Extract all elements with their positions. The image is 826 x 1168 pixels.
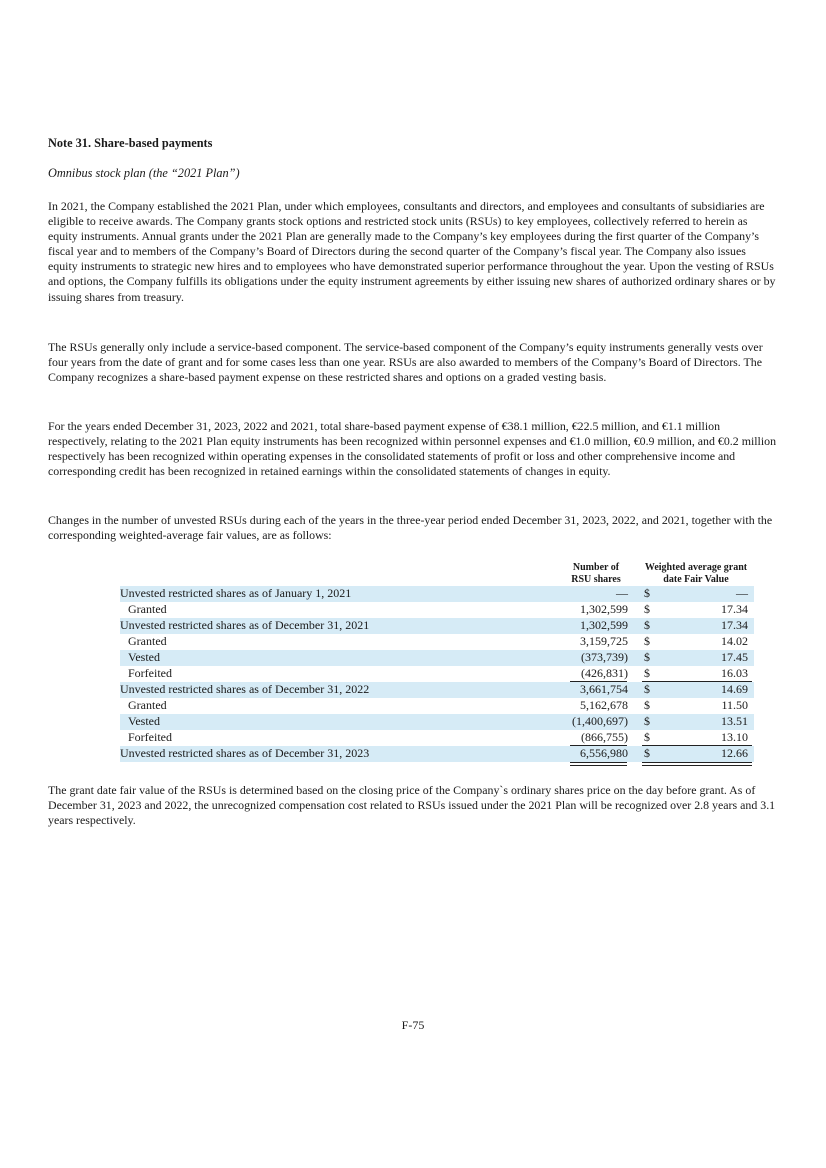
total-double-rule (642, 762, 752, 766)
total-double-rule (570, 762, 627, 766)
paragraph-expense: For the years ended December 31, 2023, 2022 and 2021, total share-based payment expense of €38.1 million, €22.5 million, and €1.1 million respectively, relating to the 2021 Plan equity instruments has been recognized within personnel expenses and €1.0 million, €0.9 million, and €0.2 million respectively has been recognized within operating expenses in the consolidated statements of profit or loss and other comprehensive income and corresponding credit has been recognized in retained earnings within the consolidated statements of changes in equity. (48, 419, 777, 479)
table-row: Unvested restricted shares as of December 31, 2023 6,556,980 $ 12.66 (120, 746, 754, 762)
note-title: Note 31. Share-based payments (48, 136, 213, 150)
table-row: Unvested restricted shares as of December 31, 2022 3,661,754 $ 14.69 (120, 682, 754, 698)
column-header-shares: Number of RSU shares (571, 562, 621, 585)
paragraph-table-intro: Changes in the number of unvested RSUs during each of the years in the three-year period ended December 31, 2023, 2022, and 2021, together with the corresponding weighted-average fair values, are as follows: (48, 513, 773, 543)
paragraph-vesting: The RSUs generally only include a service-based component. The service-based component of the Company’s equity instruments generally vests over four years from the date of grant and for some cases less than one year. RSUs are also awarded to members of the Company’s Board of Directors. The Company recognizes a share-based payment expense on these restricted shares and options on a graded vesting basis. (48, 340, 763, 385)
table-row: Unvested restricted shares as of January 1, 2021 — $ — (120, 586, 754, 602)
table-row: Forfeited (426,831) $ 16.03 (128, 666, 748, 680)
table-row: Forfeited (866,755) $ 13.10 (128, 730, 748, 744)
page-number: F-75 (401, 1018, 425, 1032)
table-row: Granted 3,159,725 $ 14.02 (128, 634, 748, 648)
table-row: Granted 1,302,599 $ 17.34 (128, 602, 748, 616)
paragraph-plan-description: In 2021, the Company established the 2021 Plan, under which employees, consultants and directors, and employees and consultants of subsidiaries are eligible to receive awards. The Company grants stock options and restricted stock units (RSUs) to key employees, collectively referred to herein as equity instruments. Annual grants under the 2021 Plan are generally made to the Company’s key employees during the first quarter of the Company’s fiscal year and to members of the Company’s Board of Directors during the second quarter of the Company’s fiscal year. The Company also issues equity instruments to strategic new hires and to employees who have demonstrated superior performance throughout the year. Upon the vesting of RSUs and options, the Company fulfills its obligations under the equity instrument agreements by either issuing new shares of authorized ordinary shares or by issuing shares from treasury. (48, 199, 776, 304)
table-row: Granted 5,162,678 $ 11.50 (128, 698, 748, 712)
table-row: Vested (1,400,697) $ 13.51 (120, 714, 754, 730)
note-subtitle: Omnibus stock plan (the “2021 Plan”) (48, 166, 240, 180)
table-row: Unvested restricted shares as of December 31, 2021 1,302,599 $ 17.34 (120, 618, 754, 634)
column-header-fair-value: Weighted average grant date Fair Value (644, 562, 748, 585)
table-row: Vested (373,739) $ 17.45 (120, 650, 754, 666)
paragraph-fair-value: The grant date fair value of the RSUs is determined based on the closing price of the Company`s ordinary shares price on the day before grant. As of December 31, 2023 and 2022, the unrecognized compensation cost related to RSUs issued under the 2021 Plan will be recognized over 2.8 years and 3.1 years respectively. (48, 783, 776, 828)
